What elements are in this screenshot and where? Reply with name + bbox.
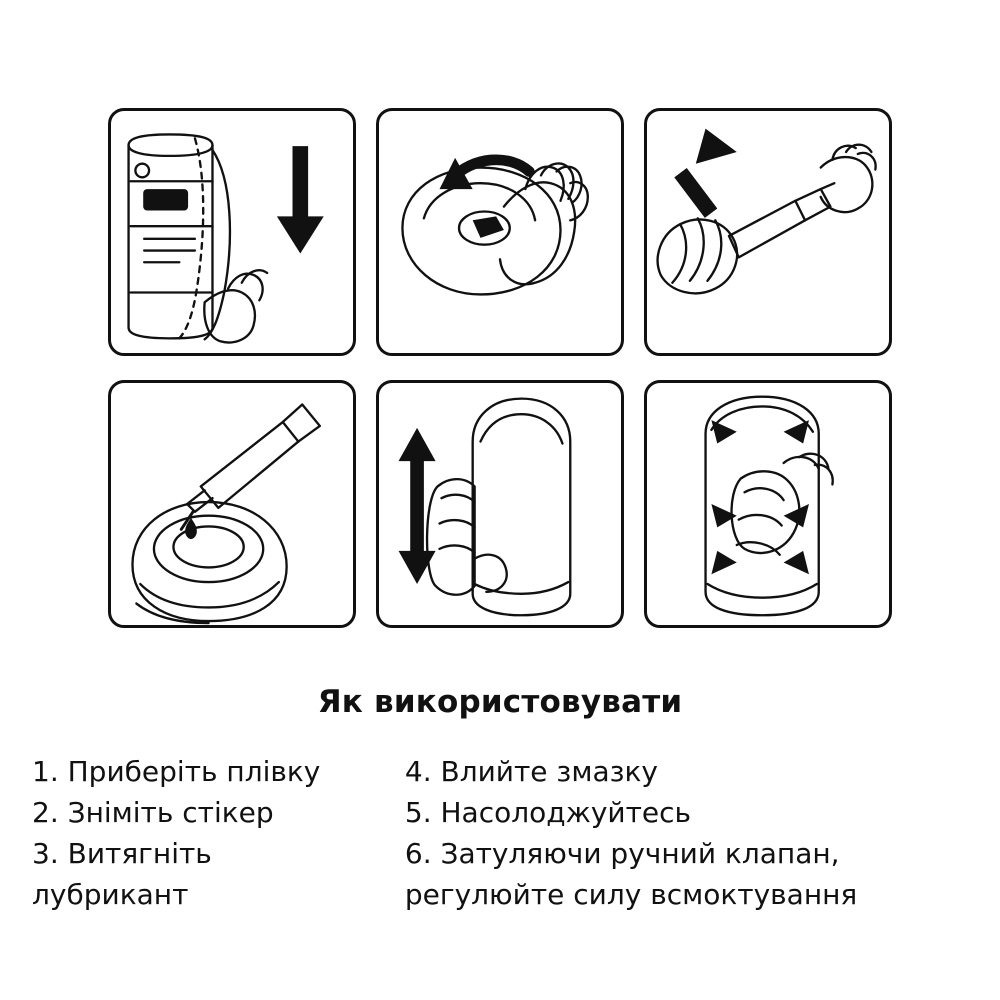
- list-item: лубрикант: [32, 877, 189, 911]
- list-item: 2. Зніміть стікер: [32, 795, 274, 829]
- page-title: Як використовувати: [317, 684, 683, 720]
- pull-lubricant-illustration: [647, 111, 889, 353]
- list-item: 1. Приберіть плівку: [32, 755, 321, 788]
- instructions-block: [0, 752, 1000, 916]
- panel-enjoy: [376, 380, 624, 628]
- instructions-left-column: [26, 752, 405, 916]
- list-item: 6. Затуляючи ручний клапан,: [404, 836, 840, 870]
- list-item: 5. Насолоджуйтесь: [404, 795, 692, 829]
- instructions-right-column: [405, 752, 974, 916]
- list-item: 3. Витягніть: [32, 836, 212, 870]
- list-item: регулюйте силу всмоктування: [404, 877, 858, 911]
- air-valve-illustration: [647, 383, 889, 625]
- enjoy-illustration: [379, 383, 621, 625]
- panel-peel-sticker: [376, 108, 624, 356]
- remove-film-illustration: [111, 111, 353, 353]
- panel-pull-lubricant: [644, 108, 892, 356]
- panel-pour-lubricant: [108, 380, 356, 628]
- panel-air-valve: [644, 380, 892, 628]
- suction-arrows-icon: [711, 420, 809, 574]
- pour-lubricant-illustration: [111, 383, 353, 625]
- panel-remove-film: [108, 108, 356, 356]
- illustration-grid: [108, 108, 892, 628]
- list-item: 4. Влийте змазку: [404, 755, 658, 788]
- peel-sticker-illustration: [379, 111, 621, 353]
- up-arrow-icon: [674, 129, 736, 218]
- down-arrow-icon: [277, 146, 324, 253]
